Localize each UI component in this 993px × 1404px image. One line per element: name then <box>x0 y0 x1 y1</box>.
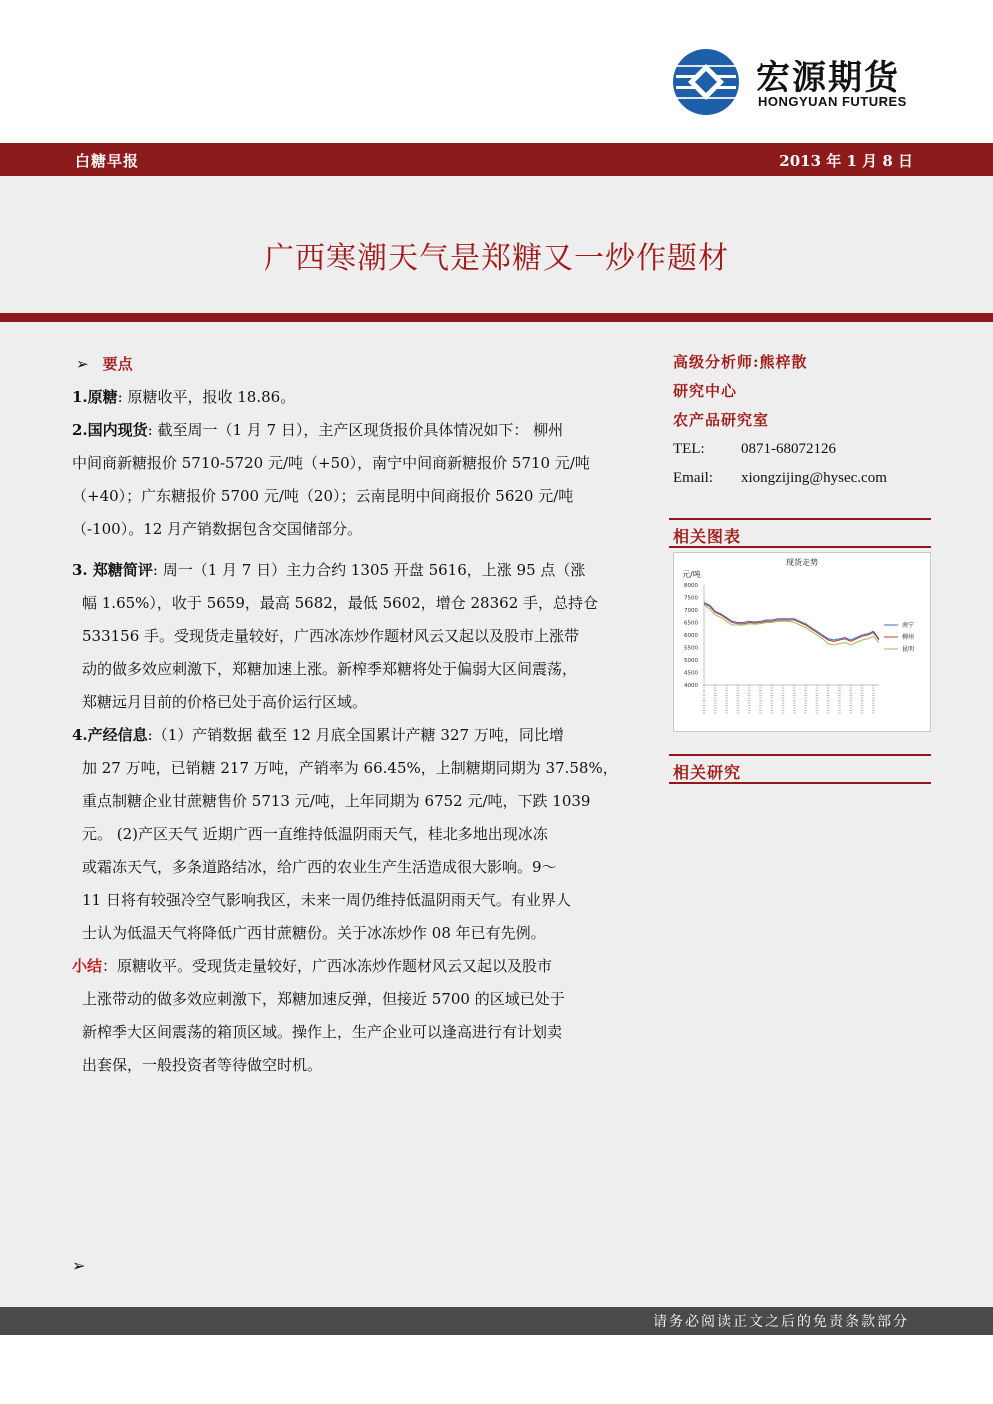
disclaimer-note[interactable]: 请务必阅读正文之后的免责条款部分 <box>653 1314 909 1330</box>
content-line: 3. 郑糖简评: 周一（1 月 7 日）主力合约 1305 开盘 5616，上涨 95 点（涨 <box>72 561 586 579</box>
research-center: 研究中心 <box>673 382 738 400</box>
y-tick-label: 4000 <box>684 683 698 689</box>
y-tick-label: 7000 <box>684 608 698 614</box>
footer-band <box>0 1307 993 1335</box>
brand-name-cn: 宏源期货 <box>756 58 900 98</box>
legend-label: 昆明 <box>902 646 915 653</box>
chart-svg <box>674 553 930 731</box>
content-line: 2.国内现货: 截至周一（1 月 7 日），主产区现货报价具体情况如下： 柳州 <box>72 421 564 439</box>
main-content <box>72 348 637 1108</box>
y-tick-label: 5000 <box>684 658 698 664</box>
y-tick-label: 5500 <box>684 645 698 652</box>
title-divider <box>0 313 993 322</box>
content-line: 新榨季大区间震荡的箱顶区域。操作上，生产企业可以逢高进行有计划卖 <box>82 1023 563 1041</box>
report-header-band <box>0 143 993 176</box>
content-line: 重点制糖企业甘蔗糖售价 5713 元/吨，上年同期为 6752 元/吨，下跌 1039 <box>82 792 591 810</box>
analyst-email: Email: xiongzijing@hysec.com <box>673 470 887 486</box>
arrow-bullet-icon: ➢ <box>76 355 89 373</box>
key-points-heading: ➢ 要点 <box>76 355 133 373</box>
content-line: 动的做多效应刺激下，郑糖加速上涨。新榨季郑糖将处于偏弱大区间震荡， <box>82 660 578 678</box>
hongyuan-logo-icon <box>672 48 740 116</box>
content-line: 加 27 万吨，已销糖 217 万吨，产销率为 66.45%，上制糖期同期为 37.58%， <box>82 759 618 777</box>
research-dept: 农产品研究室 <box>673 411 770 429</box>
legend-label: 柳州 <box>902 634 915 641</box>
content-line: 士认为低温天气将降低广西甘蔗糖份。关于冰冻炒作 08 年已有先例。 <box>82 924 546 942</box>
title-box <box>0 176 993 314</box>
analyst-info <box>673 348 933 493</box>
content-line: 11 日将有较强冷空气影响我区，未来一周仍维持低温阴雨天气。有业界人 <box>82 891 571 909</box>
content-line: 上涨带动的做多效应刺激下，郑糖加速反弹，但接近 5700 的区域已处于 <box>82 990 565 1008</box>
content-line: 中间商新糖报价 5710-5720 元/吨（+50），南宁中间商新糖报价 5710 元/吨 <box>72 454 590 472</box>
analyst-name: 高级分析师:熊梓散 <box>673 353 808 371</box>
y-tick-label: 4500 <box>684 670 698 677</box>
brand-logo <box>672 46 932 116</box>
content-line: 533156 手。受现货走量较好，广西冰冻炒作题材风云又起以及股市上涨带 <box>82 627 580 645</box>
related-charts-heading: 相关图表 <box>669 518 931 548</box>
content-line: 或霜冻天气，多条道路结冰，给广西的农业生产生活造成很大影响。9～ <box>82 858 557 876</box>
y-tick-label: 7500 <box>684 595 698 602</box>
arrow-bullet-icon: ➢ <box>72 1256 86 1275</box>
chart-title: 现货走势 <box>786 558 818 567</box>
content-line: （+40）；广东糖报价 5700 元/吨（20）；云南昆明中间商报价 5620 元/吨 <box>72 487 574 505</box>
chart-ylabel: 元/吨 <box>682 570 701 579</box>
related-research-heading: 相关研究 <box>669 754 931 784</box>
content-line: 4.产经信息:（1）产销数据 截至 12 月底全国累计产糖 327 万吨，同比增 <box>72 726 564 744</box>
series-line <box>704 604 879 642</box>
spot-price-chart <box>673 552 931 732</box>
report-date: 2013 年 1 月 8 日 <box>779 152 913 170</box>
content-line: 出套保，一般投资者等待做空时机。 <box>82 1056 323 1074</box>
y-tick-label: 6500 <box>684 620 698 627</box>
content-line: 元。 (2)产区天气 近期广西一直维持低温阴雨天气，桂北多地出现冰冻 <box>82 825 548 843</box>
summary-line: 小结：原糖收平。受现货走量较好，广西冰冻炒作题材风云又起以及股市 <box>72 957 553 975</box>
y-tick-label: 8000 <box>684 583 698 589</box>
brand-name-en: HONGYUAN FUTURES <box>758 94 907 109</box>
content-line: 郑糖远月目前的价格已处于高价运行区域。 <box>82 693 368 711</box>
content-line: 1.原糖: 原糖收平，报收 18.86。 <box>72 388 296 406</box>
y-tick-label: 6000 <box>684 633 698 639</box>
legend-label: 南宁 <box>902 622 915 629</box>
analyst-tel: TEL: 0871-68072126 <box>673 441 836 457</box>
content-line: （-100）。12 月产销数据包含交国储部分。 <box>72 520 363 538</box>
content-line: 幅 1.65%），收于 5659，最高 5682，最低 5602，增仓 28362 手，总持仓 <box>82 594 599 612</box>
report-title: 广西寒潮天气是郑糖又一炒作题材 <box>264 241 729 276</box>
report-type: 白糖早报 <box>75 152 140 170</box>
email-link[interactable]: xiongzijing@hysec.com <box>741 470 887 486</box>
